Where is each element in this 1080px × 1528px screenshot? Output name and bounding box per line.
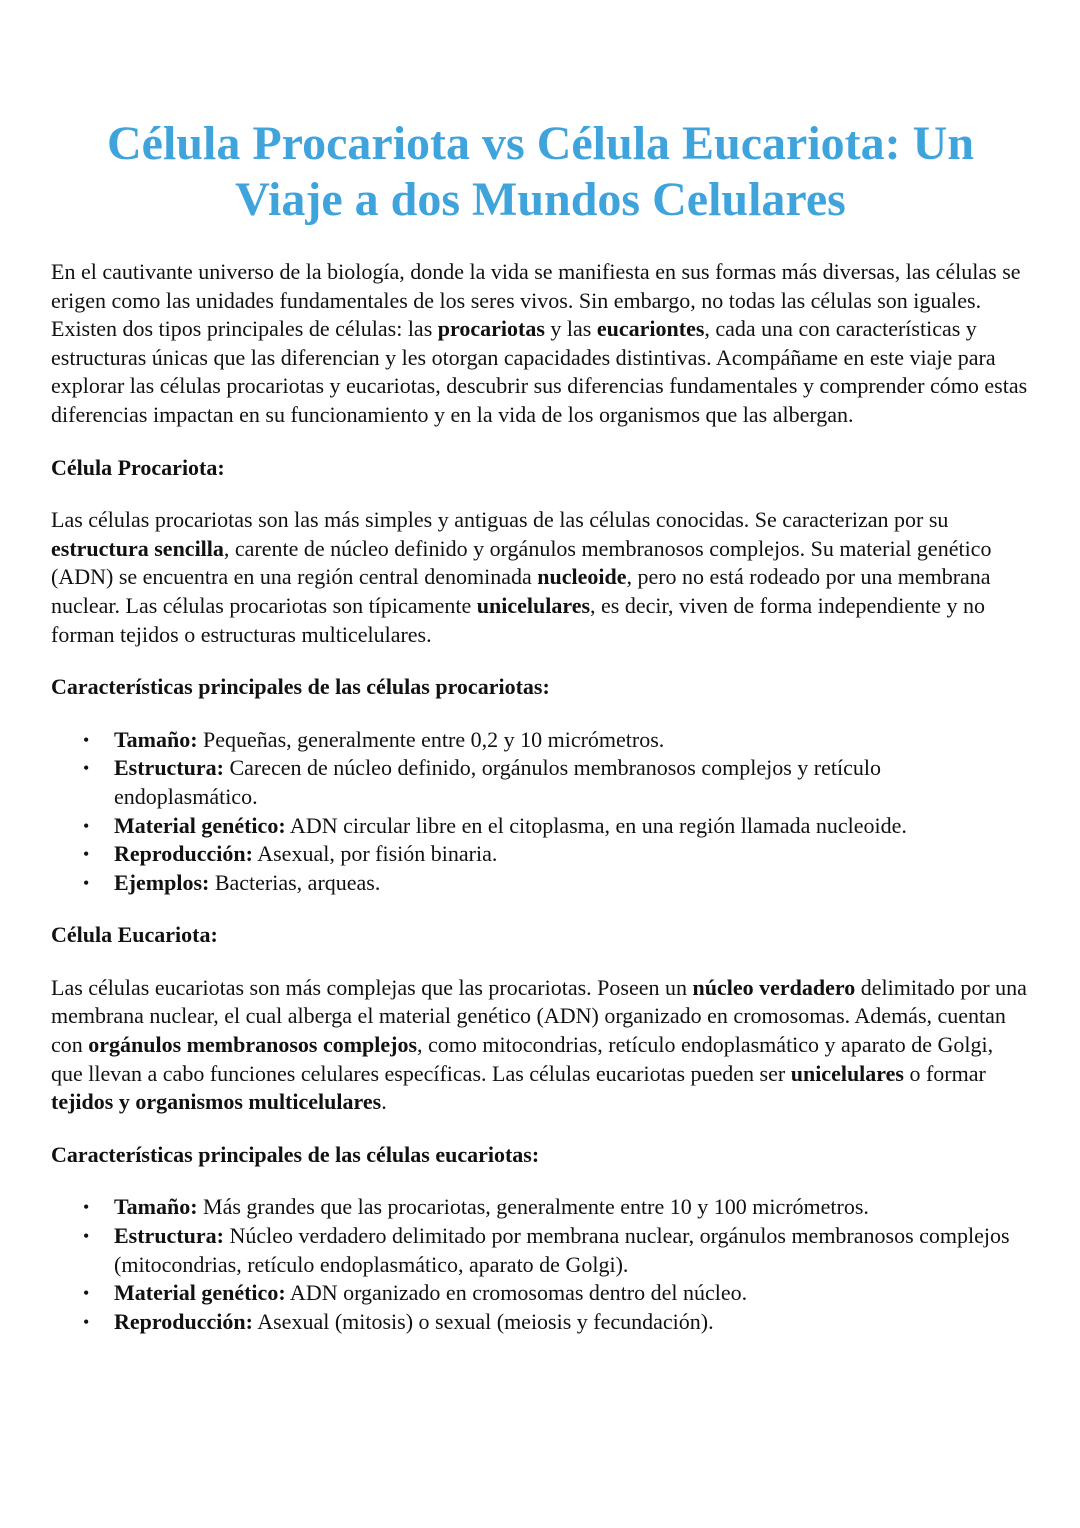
feature-label: Reproducción:	[114, 841, 253, 867]
feature-label: Reproducción:	[114, 1308, 253, 1334]
prokaryote-text-4: , es decir, viven de forma independiente y no forman tejidos o estructuras multicelulares.	[51, 592, 986, 647]
eukaryote-bold-4: tejidos y organismos multicelulares	[51, 1089, 382, 1115]
eukaryote-text-2: delimitado por una membrana nuclear, el cual alberga el material genético (ADN) organizado en cromosomas. Además, cuentan con	[51, 974, 1027, 1058]
prokaryote-heading: Célula Procariota:	[51, 454, 225, 480]
bullet-icon: •	[83, 1311, 90, 1332]
eukaryote-heading: Célula Eucariota:	[51, 922, 218, 948]
eukaryote-bold-2: orgánulos membranosos complejos	[88, 1032, 418, 1058]
feature-text: Asexual, por fisión binaria.	[252, 841, 498, 867]
list-item	[83, 840, 1030, 869]
list-item	[83, 754, 1030, 811]
prokaryote-paragraph	[51, 506, 1030, 649]
feature-text: Bacterias, arqueas.	[209, 869, 381, 895]
eukaryote-feature-list	[51, 1193, 1030, 1336]
bullet-icon: •	[83, 758, 90, 779]
bullet-icon: •	[83, 815, 90, 836]
feature-text: Carecen de núcleo definido, orgánulos membranosos complejos y retículo endoplasmático.	[114, 755, 881, 809]
intro-text-2: y las	[544, 316, 597, 342]
list-item	[83, 1222, 1030, 1279]
eukaryote-text-5: .	[381, 1089, 387, 1115]
prokaryote-bold-2: nucleoide	[537, 564, 627, 590]
feature-text: ADN organizado en cromosomas dentro del núcleo.	[285, 1280, 748, 1306]
feature-label: Tamaño:	[114, 726, 198, 752]
bullet-icon: •	[83, 729, 90, 750]
feature-text: Pequeñas, generalmente entre 0,2 y 10 micrómetros.	[197, 726, 665, 752]
feature-text: Más grandes que las procariotas, generalmente entre 10 y 100 micrómetros.	[197, 1194, 869, 1220]
prokaryote-text-2: , carente de núcleo definido y orgánulos membranosos complejos. Su material genético (ADN) se encuentra en una región central denominada	[51, 535, 992, 590]
prokaryote-text-1: Las células procariotas son las más simples y antiguas de las células conocidas. Se caracterizan por su	[51, 507, 949, 533]
bullet-icon: •	[83, 1283, 90, 1304]
list-item	[83, 1308, 1030, 1337]
intro-text-3: , cada una con características y estructuras únicas que las diferencian y les otorgan capacidades distintivas. Acompáñame en este viaje para explorar las células procariotas y eucariotas, descubrir sus diferencias fundamentales y comprender cómo estas diferencias impactan en su funcionamiento y en la vida de los organismos que las albergan.	[51, 316, 1028, 427]
feature-label: Estructura:	[114, 755, 224, 781]
intro-bold-procariotas: procariotas	[437, 316, 545, 342]
feature-text: ADN circular libre en el citoplasma, en una región llamada nucleoide.	[285, 812, 907, 838]
bullet-icon: •	[83, 1197, 90, 1218]
prokaryote-bold-1: estructura sencilla	[51, 535, 224, 561]
prokaryote-text-3: , pero no está rodeado por una membrana nuclear. Las células procariotas son típicamente	[51, 564, 991, 618]
intro-bold-eucariontes: eucariontes	[596, 316, 705, 342]
eukaryote-text-4: o formar	[903, 1060, 986, 1086]
intro-paragraph	[51, 258, 1030, 430]
eukaryote-text-3: , como mitocondrias, retículo endoplasmático y aparato de Golgi, que llevan a cabo funciones celulares específicas. Las células eucariotas pueden ser	[51, 1032, 994, 1086]
list-item	[83, 869, 1030, 898]
feature-label: Material genético:	[114, 1280, 286, 1306]
feature-label: Tamaño:	[114, 1194, 198, 1220]
feature-text: Núcleo verdadero delimitado por membrana nuclear, orgánulos membranosos complejos (mitocondrias, retículo endoplasmático, aparato de Golgi).	[114, 1223, 1010, 1277]
eukaryote-bold-1: núcleo verdadero	[692, 974, 856, 1000]
feature-label: Ejemplos:	[114, 869, 210, 895]
eukaryote-paragraph	[51, 974, 1030, 1117]
bullet-icon: •	[83, 1226, 90, 1247]
intro-text-1: En el cautivante universo de la biología, donde la vida se manifiesta en sus formas más diversas, las células se erigen como las unidades fundamentales de los seres vivos. Sin embargo, no todas las células son iguales. Existen dos tipos principales de células: las	[51, 259, 1021, 342]
feature-label: Material genético:	[114, 812, 286, 838]
bullet-icon: •	[83, 872, 90, 893]
list-item	[83, 812, 1030, 841]
prokaryote-bold-3: unicelulares	[476, 592, 591, 618]
prokaryote-features-heading: Características principales de las células procariotas:	[51, 674, 550, 700]
feature-text: Asexual (mitosis) o sexual (meiosis y fecundación).	[252, 1308, 714, 1334]
document-title: Célula Procariota vs Célula Eucariota: Un Viaje a dos Mundos Celulares	[106, 117, 975, 226]
eukaryote-text-1: Las células eucariotas son más complejas que las procariotas. Poseen un	[51, 974, 693, 1000]
bullet-icon: •	[83, 844, 90, 865]
prokaryote-feature-list	[51, 726, 1030, 898]
list-item	[83, 1279, 1030, 1308]
eukaryote-features-heading: Características principales de las células eucariotas:	[51, 1141, 540, 1167]
list-item	[83, 726, 1030, 755]
list-item	[83, 1193, 1030, 1222]
feature-label: Estructura:	[114, 1223, 224, 1249]
eukaryote-bold-3: unicelulares	[790, 1060, 904, 1086]
